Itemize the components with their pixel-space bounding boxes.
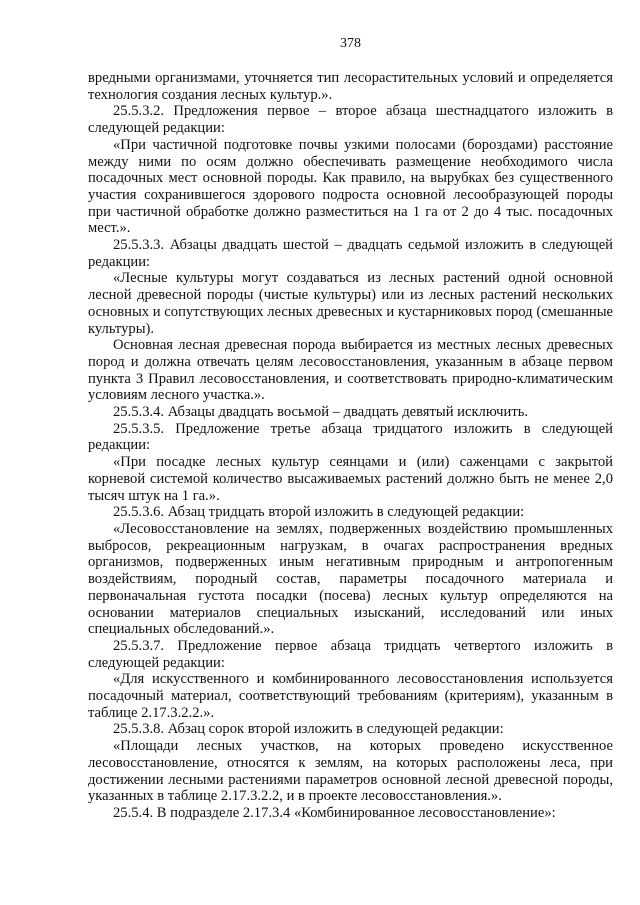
- paragraph: Основная лесная древесная порода выбирается из местных лесных древесных пород и должна отвечать целям лесовосстановления, указанным в абзаце первом пункта 3 Правил лесовосстановления, и соответствовать природно-климатическим условиям лесного участка.».: [88, 337, 613, 404]
- page-number: 378: [340, 36, 361, 51]
- paragraph: 25.5.3.2. Предложения первое – второе абзаца шестнадцатого изложить в следующей редакции:: [88, 103, 613, 137]
- paragraph: 25.5.3.7. Предложение первое абзаца тридцать четвертого изложить в следующей редакции:: [88, 637, 613, 671]
- paragraph: 25.5.3.6. Абзац тридцать второй изложить в следующей редакции:: [113, 504, 525, 521]
- paragraph: 25.5.3.5. Предложение третье абзаца тридцатого изложить в следующей редакции:: [88, 420, 613, 454]
- paragraph: 25.5.4. В подразделе 2.17.3.4 «Комбинированное лесовосстановление»:: [113, 804, 556, 821]
- paragraph: 25.5.3.3. Абзацы двадцать шестой – двадцать седьмой изложить в следующей редакции:: [88, 237, 613, 270]
- paragraph: «При посадке лесных культур сеянцами и (или) саженцами с закрытой корневой системой количество высаживаемых растений должно быть не менее 2,0 тысяч штук на 1 га.».: [88, 454, 613, 504]
- paragraph: «Лесные культуры могут создаваться из лесных растений одной основной лесной древесной породы (чистые культуры) или из лесных растений нескольких основных и сопутствующих лесных древесных и кустарниковых пород (смешанные культуры).: [88, 270, 613, 337]
- paragraph: 25.5.3.8. Абзац сорок второй изложить в следующей редакции:: [113, 721, 504, 738]
- paragraph: «Лесовосстановление на землях, подверженных воздействию промышленных выбросов, рекреационным нагрузкам, в очагах распространения вредных организмов, подверженных иным негативным природным и антропогенным воздействиям, породный состав, параметры посадочного материала и первоначальная густота посадки (посева) лесных культур определяются на основании материалов специальных изысканий, исследований или иных специальных обследований.».: [88, 520, 613, 638]
- paragraph: вредными организмами, уточняется тип лесорастительных условий и определяется технология создания лесных культур.».: [88, 70, 613, 103]
- paragraph: «Площади лесных участков, на которых проведено искусственное лесовосстановление, относятся к землям, на которых расположены леса, при достижении лесными растениями параметров основной лесной древесной породы, указанных в таблице 2.17.3.2.2, и в проекте лесовосстановления.».: [88, 738, 613, 805]
- paragraph: 25.5.3.4. Абзацы двадцать восьмой – двадцать девятый исключить.: [113, 404, 529, 421]
- paragraph: «Для искусственного и комбинированного лесовосстановления используется посадочный материал, соответствующий требованиям (критериям), указанным в таблице 2.17.3.2.2.».: [88, 671, 613, 721]
- paragraph: «При частичной подготовке почвы узкими полосами (бороздами) расстояние между ними по осям должно обеспечивать размещение необходимого числа посадочных мест основной породы. Как правило, на вырубках без существенного участия сохранившегося здорового подроста основной лесообразующей породы при частичной обработке должно разместиться на 1 га от 2 до 4 тыс. посадочных мест.».: [88, 136, 613, 237]
